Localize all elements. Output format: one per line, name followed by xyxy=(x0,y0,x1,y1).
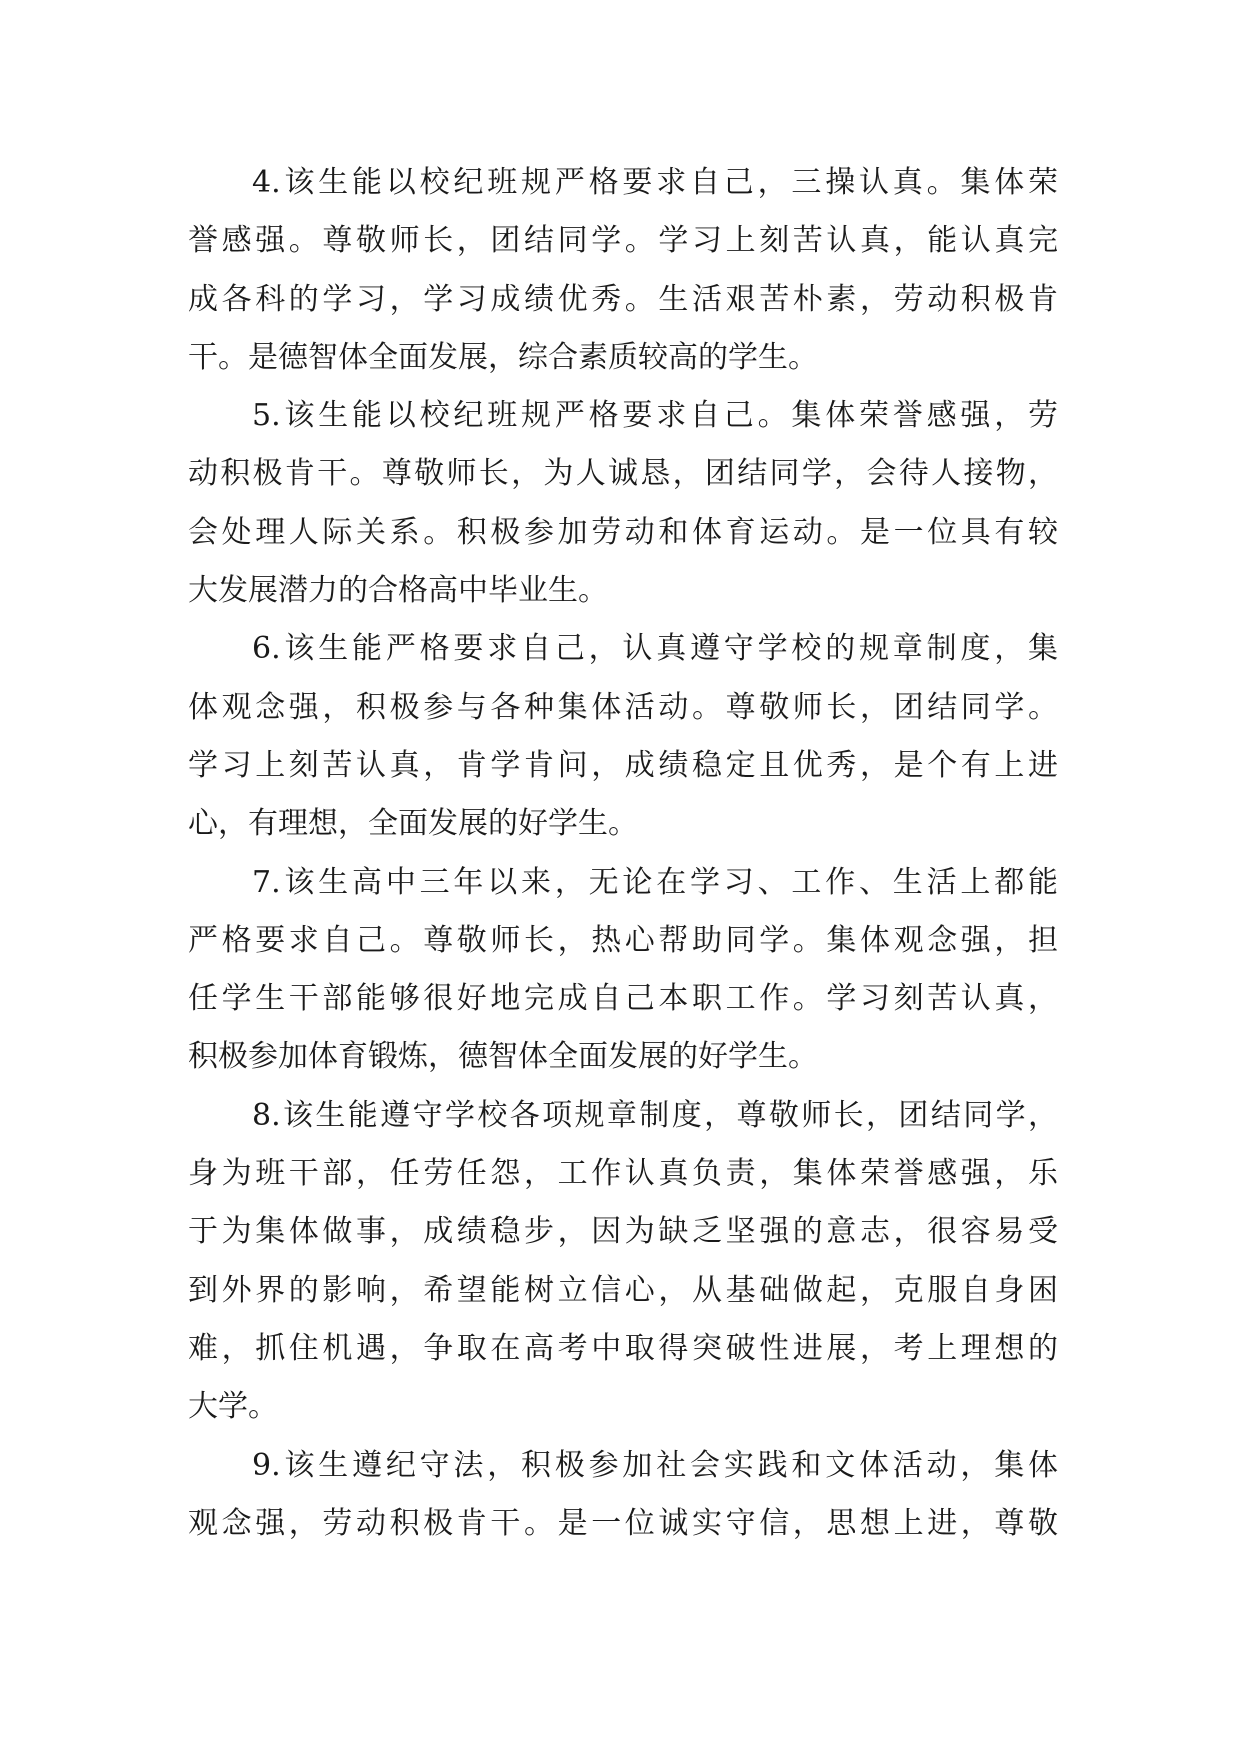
paragraph-line: 干。是德智体全面发展，综合素质较高的学生。 xyxy=(188,339,818,375)
paragraph-line: 誉感强。尊敬师长，团结同学。学习上刻苦认真，能认真完 xyxy=(188,223,1058,259)
paragraph-line: 4.该生能以校纪班规严格要求自己，三操认真。集体荣 xyxy=(252,165,1058,200)
paragraph-line: 身为班干部，任劳任怨，工作认真负责，集体荣誉感强，乐 xyxy=(188,1156,1058,1192)
paragraph-line: 8.该生能遵守学校各项规章制度，尊敬师长，团结同学， xyxy=(252,1097,1058,1133)
paragraph-line: 任学生干部能够很好地完成自己本职工作。学习刻苦认真， xyxy=(188,981,1058,1017)
paragraph-line: 难，抓住机遇，争取在高考中取得突破性进展，考上理想的 xyxy=(188,1330,1058,1366)
paragraph-line: 5.该生能以校纪班规严格要求自己。集体荣誉感强，劳 xyxy=(252,398,1058,434)
paragraph-line: 6.该生能严格要求自己，认真遵守学校的规章制度，集 xyxy=(252,631,1058,667)
paragraph-line: 大发展潜力的合格高中毕业生。 xyxy=(188,573,608,609)
paragraph-line: 大学。 xyxy=(188,1389,278,1425)
paragraph-line: 学习上刻苦认真，肯学肯问，成绩稳定且优秀，是个有上进 xyxy=(188,747,1058,783)
paragraph-line: 会处理人际关系。积极参加劳动和体育运动。是一位具有较 xyxy=(188,514,1058,550)
paragraph-line: 心，有理想，全面发展的好学生。 xyxy=(188,806,638,842)
paragraph-line: 严格要求自己。尊敬师长，热心帮助同学。集体观念强，担 xyxy=(188,922,1058,958)
paragraph-line: 体观念强，积极参与各种集体活动。尊敬师长，团结同学。 xyxy=(188,689,1058,725)
document-body xyxy=(188,154,1058,1553)
paragraph-line: 动积极肯干。尊敬师长，为人诚恳，团结同学，会待人接物， xyxy=(188,456,1058,492)
paragraph-line: 成各科的学习，学习成绩优秀。生活艰苦朴素，劳动积极肯 xyxy=(188,281,1058,317)
paragraph-line: 于为集体做事，成绩稳步，因为缺乏坚强的意志，很容易受 xyxy=(188,1214,1058,1250)
paragraph-line: 观念强，劳动积极肯干。是一位诚实守信，思想上进，尊敬 xyxy=(188,1505,1058,1541)
paragraph-line: 到外界的影响，希望能树立信心，从基础做起，克服自身困 xyxy=(188,1272,1058,1308)
paragraph-line: 9.该生遵纪守法，积极参加社会实践和文体活动，集体 xyxy=(252,1447,1058,1483)
paragraph-line: 积极参加体育锻炼，德智体全面发展的好学生。 xyxy=(188,1039,818,1075)
paragraph-line: 7.该生高中三年以来，无论在学习、工作、生活上都能 xyxy=(252,864,1058,900)
